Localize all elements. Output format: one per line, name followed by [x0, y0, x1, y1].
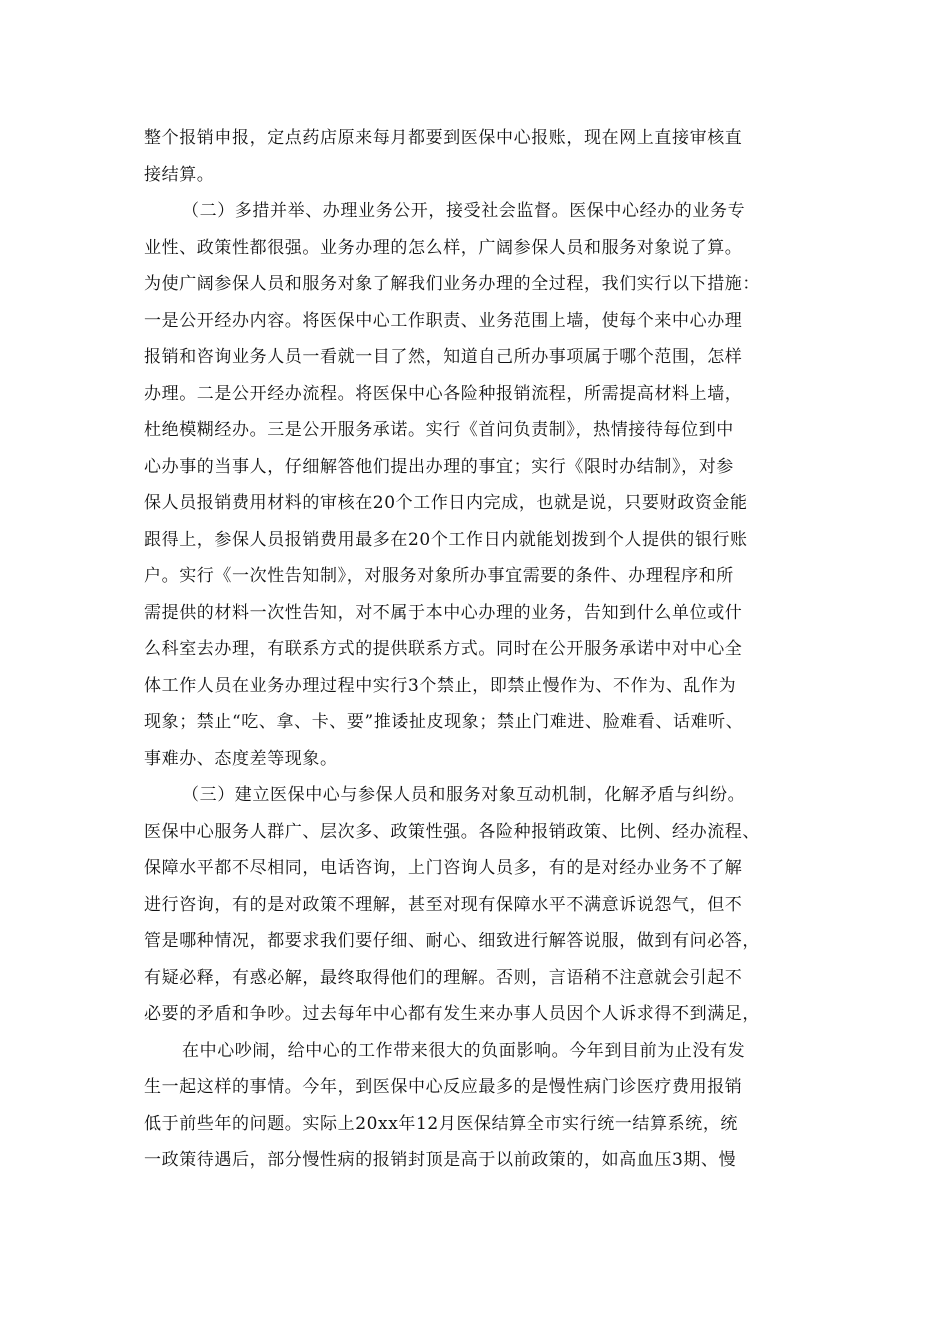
text-line: 一是公开经办内容。将医保中心工作职责、业务范围上墙，使每个来中心办理	[144, 310, 743, 331]
text-line: 低于前些年的问题。实际上20xx年12月医保结算全市实行统一结算系统，统	[144, 1113, 739, 1134]
text-line: 杜绝模糊经办。三是公开服务承诺。实行《首问负责制》，热情接待每位到中	[144, 420, 734, 440]
text-line: 生一起这样的事情。今年，到医保中心反应最多的是慢性病门诊医疗费用报销	[144, 1077, 743, 1097]
text-line: 一政策待遇后，部分慢性病的报销封顶是高于以前政策的，如高血压3期、慢	[144, 1150, 737, 1170]
text-line: 有疑必释，有惑必解，最终取得他们的理解。否则，言语稍不注意就会引起不	[144, 967, 743, 988]
text-line: 必要的矛盾和争吵。过去每年中心都有发生来办事人员因个人诉求得不到满足，	[144, 1004, 760, 1024]
text-line: 现象；禁止“吃、拿、卡、要”推诿扯皮现象；禁止门难进、脸难看、话难听、	[144, 712, 744, 732]
body-text	[144, 120, 804, 1179]
text-line: 保人员报销费用材料的审核在20个工作日内完成，也就是说，只要财政资金能	[144, 493, 748, 513]
text-line: 需提供的材料一次性告知，对不属于本中心办理的业务，告知到什么单位或什	[144, 602, 743, 623]
text-line: 报销和咨询业务人员一看就一目了然，知道自己所办事项属于哪个范围，怎样	[144, 347, 743, 367]
text-line: 户。实行《一次性告知制》，对服务对象所办事宜需要的条件、办理程序和所	[144, 566, 734, 586]
text-line: 管是哪种情况，都要求我们要仔细、耐心、细致进行解答说服，做到有问必答，	[144, 931, 760, 951]
text-line: 整个报销申报，定点药店原来每月都要到医保中心报账，现在网上直接审核直	[144, 128, 743, 148]
text-line: （三）建立医保中心与参保人员和服务对象互动机制，化解矛盾与纠纷。	[182, 785, 746, 805]
text-line: 体工作人员在业务办理过程中实行3个禁止，即禁止慢作为、不作为、乱作为	[144, 675, 737, 696]
text-line: 业性、政策性都很强。业务办理的怎么样，广阔参保人员和服务对象说了算。	[144, 237, 743, 258]
text-line: （二）多措并举、办理业务公开，接受社会监督。医保中心经办的业务专	[182, 201, 746, 221]
text-line: 心办事的当事人，仔细解答他们提出办理的事宜；实行《限时办结制》，对参	[144, 456, 734, 477]
text-line: 跟得上，参保人员报销费用最多在20个工作日内就能划拨到个人提供的银行账	[144, 529, 748, 550]
text-line: 办理。二是公开经办流程。将医保中心各险种报销流程，所需提高材料上墙，	[144, 383, 743, 404]
text-line: 保障水平都不尽相同，电话咨询，上门咨询人员多，有的是对经办业务不了解	[144, 858, 743, 878]
text-line: 事难办、态度差等现象。	[144, 748, 338, 769]
text-line: 进行咨询，有的是对政策不理解，甚至对现有保障水平不满意诉说怨气，但不	[144, 894, 743, 915]
text-line: 医保中心服务人群广、层次多、政策性强。各险种报销政策、比例、经办流程、	[144, 821, 760, 842]
text-line: 为使广阔参保人员和服务对象了解我们业务办理的全过程，我们实行以下措施：	[144, 274, 760, 294]
text-line: 么科室去办理，有联系方式的提供联系方式。同时在公开服务承诺中对中心全	[144, 639, 743, 659]
text-line: 在中心吵闹，给中心的工作带来很大的负面影响。今年到目前为止没有发	[182, 1040, 746, 1061]
text-line: 接结算。	[144, 164, 215, 185]
